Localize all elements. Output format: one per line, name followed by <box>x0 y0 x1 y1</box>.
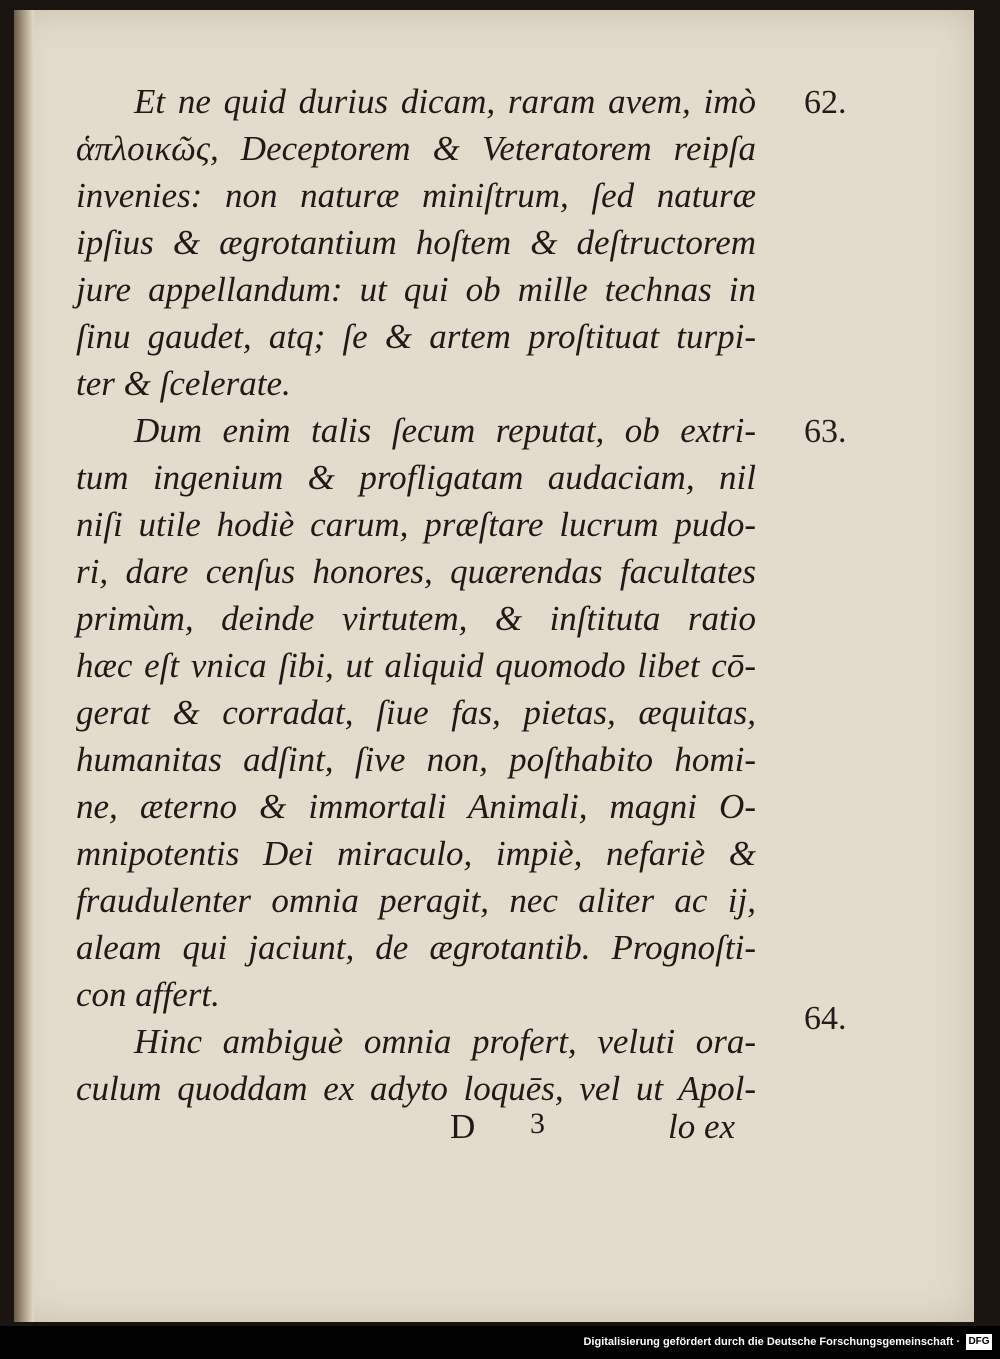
text-line: gerat & corradat, ſiue fas, pietas, æquitas, <box>76 693 756 732</box>
text-line: niſi utile hodiè carum, præſtare lucrum pudo- <box>76 505 756 544</box>
book-page <box>14 10 974 1322</box>
footer-bar <box>0 1326 1000 1359</box>
text-line: primùm, deinde virtutem, & inſtituta ratio <box>76 599 756 638</box>
text-line: fraudulenter omnia peragit, nec aliter ac ij, <box>76 881 756 920</box>
binding-edge <box>14 10 34 1322</box>
text-line: ri, dare cenſus honores, quærendas facultates <box>76 552 756 591</box>
dfg-logo: DFG <box>966 1334 992 1350</box>
text-line: Et ne quid durius dicam, raram avem, imò <box>134 82 756 121</box>
margin-number: 64. <box>804 1000 847 1037</box>
text-line: ſinu gaudet, atq; ſe & artem proſtituat turpi- <box>76 317 756 356</box>
text-line: humanitas adſint, ſive non, poſthabito homi- <box>76 740 756 779</box>
text-line: ne, æterno & immortali Animali, magni O- <box>76 787 756 826</box>
text-line: aleam qui jaciunt, de ægrotantib. Prognoſti- <box>76 928 756 967</box>
text-line: Dum enim talis ſecum reputat, ob extri- <box>134 411 756 450</box>
text-line: con affert. <box>76 975 220 1014</box>
signature-number: 3 <box>530 1107 545 1140</box>
text-line: culum quoddam ex adyto loquēs, vel ut Apol- <box>76 1069 756 1108</box>
text-line: mnipotentis Dei miraculo, impiè, nefariè & <box>76 834 756 873</box>
text-line: tum ingenium & profligatam audaciam, nil <box>76 458 756 497</box>
body-text <box>76 78 756 1112</box>
catchword: lo ex <box>668 1107 736 1146</box>
text-line: ἁπλοικῶς, Deceptorem & Veteratorem reipſa <box>76 129 756 168</box>
margin-number: 63. <box>804 413 847 450</box>
text-line: invenies: non naturæ miniſtrum, ſed naturæ <box>76 176 756 215</box>
text-line: jure appellandum: ut qui ob mille technas in <box>76 270 756 309</box>
text-line: ter & ſcelerate. <box>76 364 291 403</box>
signature-mark: D <box>450 1107 476 1146</box>
text-line: hæc eſt vnica ſibi, ut aliquid quomodo libet cō- <box>76 646 756 685</box>
text-line: ipſius & ægrotantium hoſtem & deſtructorem <box>76 223 756 262</box>
funding-credit: Digitalisierung gefördert durch die Deutsche Forschungsgemeinschaft · <box>583 1336 960 1348</box>
margin-number: 62. <box>804 84 847 121</box>
text-line: Hinc ambiguè omnia profert, veluti ora- <box>134 1022 756 1061</box>
